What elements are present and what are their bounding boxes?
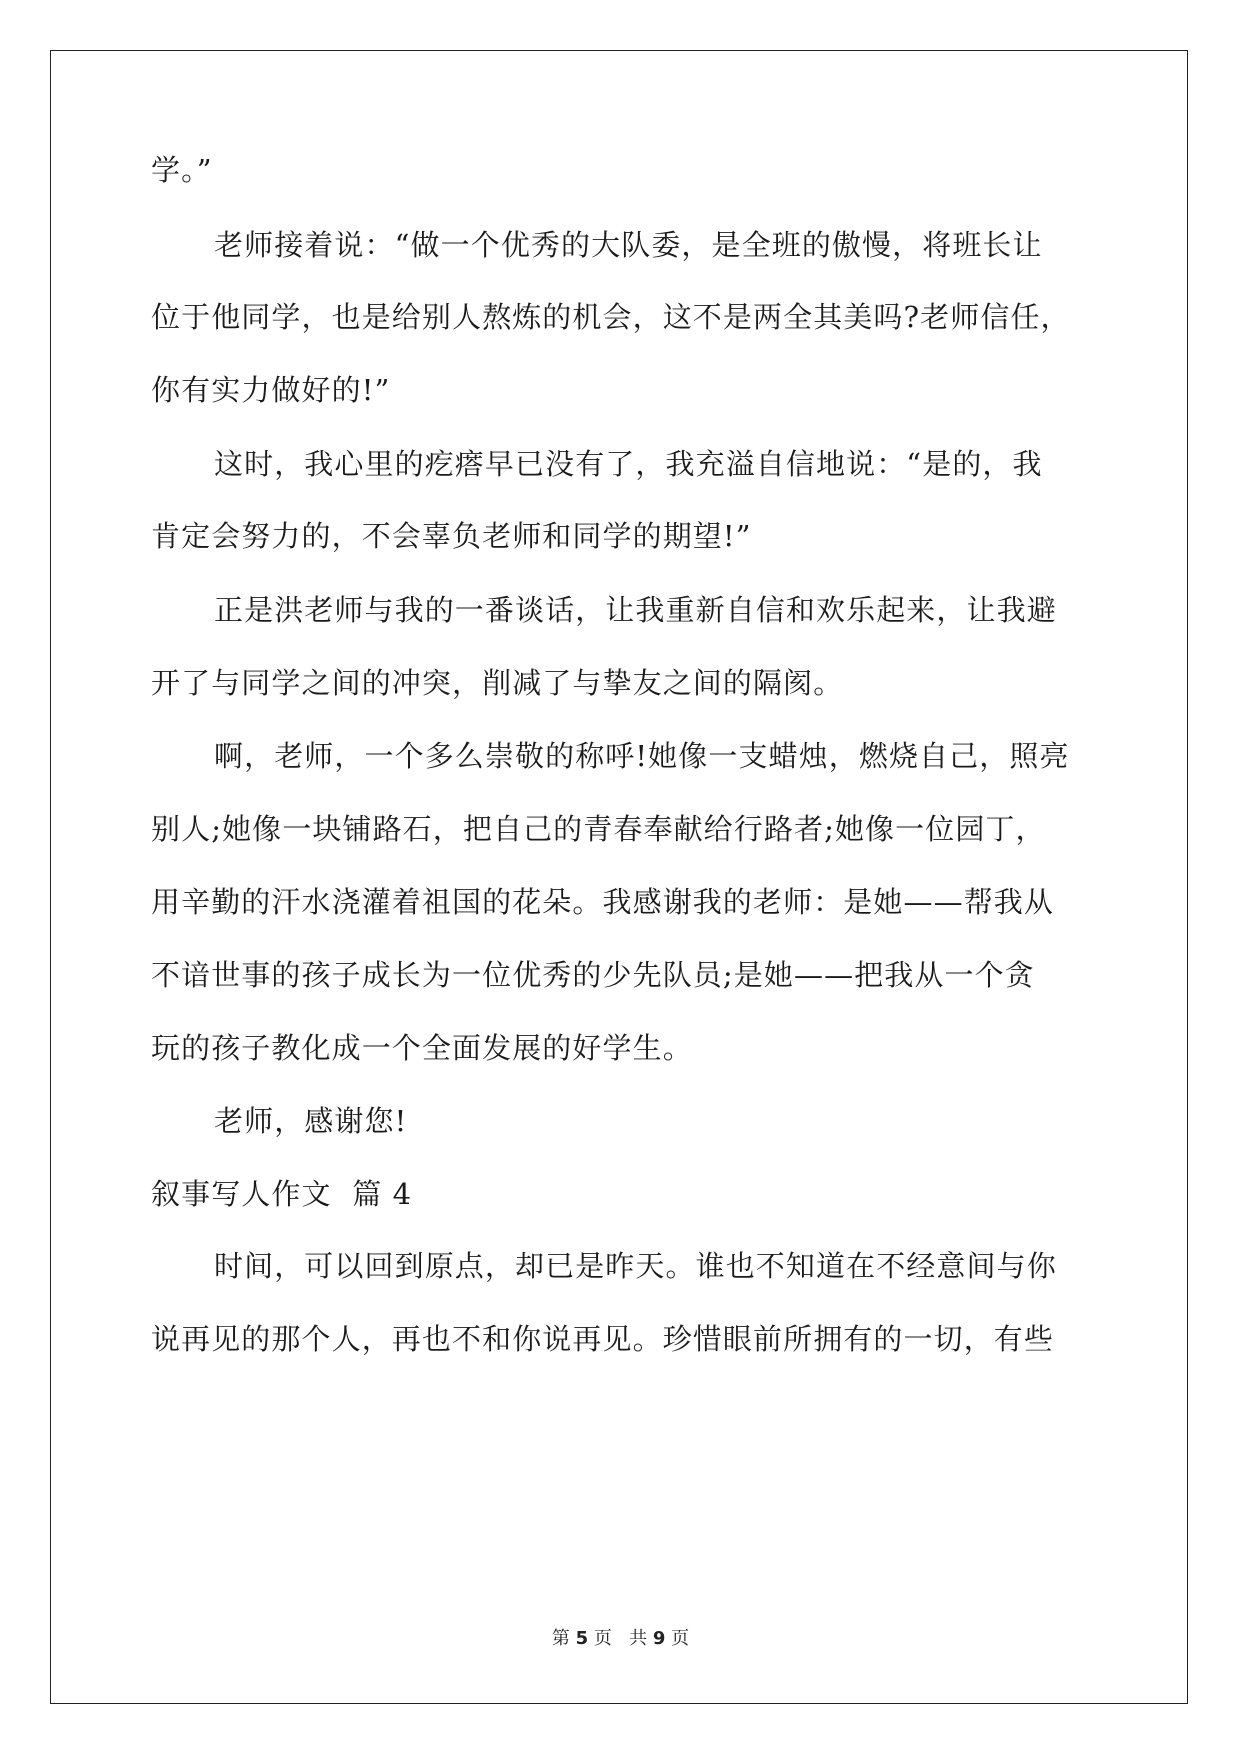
paragraph-start: 老师接着说：“做一个优秀的大队委，是全班的傲慢，将班长让 bbox=[214, 228, 1043, 262]
paragraph-start: 老师，感谢您! bbox=[214, 1104, 408, 1138]
text-line: 不谙世事的孩子成长为一位优秀的少先队员;是她——把我从一个贪 bbox=[151, 958, 1035, 992]
paragraph-start: 时间，可以回到原点，却已是昨天。谁也不知道在不经意间与你 bbox=[214, 1249, 1057, 1283]
text-line: 开了与同学之间的冲突，削减了与挚友之间的隔阂。 bbox=[151, 666, 844, 700]
text-line: 肯定会努力的，不会辜负老师和同学的期望!” bbox=[151, 519, 752, 553]
footer-page-number: 5 bbox=[575, 1628, 589, 1649]
paragraph-start: 啊，老师，一个多么崇敬的称呼!她像一支蜡烛，燃烧自己，照亮 bbox=[214, 739, 1070, 773]
text-line: 你有实力做好的!” bbox=[151, 373, 391, 407]
section-heading: 叙事写人作文 篇 4 bbox=[151, 1177, 413, 1211]
footer-total-pages: 9 bbox=[652, 1628, 666, 1649]
paragraph-start: 这时，我心里的疙瘩早已没有了，我充溢自信地说：“是的，我 bbox=[214, 447, 1043, 481]
footer-suffix: 页 bbox=[671, 1628, 690, 1649]
text-line: 用辛勤的汗水浇灌着祖国的花朵。我感谢我的老师：是她——帮我从 bbox=[151, 885, 1055, 919]
footer-prefix: 第 bbox=[551, 1628, 570, 1649]
text-line: 位于他同学，也是给别人熬炼的机会，这不是两全其美吗?老师信任， bbox=[151, 300, 1071, 334]
text-line: 学。” bbox=[151, 153, 213, 187]
footer-middle: 页 共 bbox=[593, 1628, 648, 1649]
paragraph-start: 正是洪老师与我的一番谈话，让我重新自信和欢乐起来，让我避 bbox=[214, 593, 1057, 627]
text-line: 别人;她像一块铺路石，把自己的青春奉献给行路者;她像一位园丁， bbox=[151, 812, 1046, 846]
text-line: 说再见的那个人，再也不和你说再见。珍惜眼前所拥有的一切，有些 bbox=[151, 1322, 1055, 1356]
text-line: 玩的孩子教化成一个全面发展的好学生。 bbox=[151, 1031, 693, 1065]
page-footer bbox=[0, 1624, 1241, 1650]
